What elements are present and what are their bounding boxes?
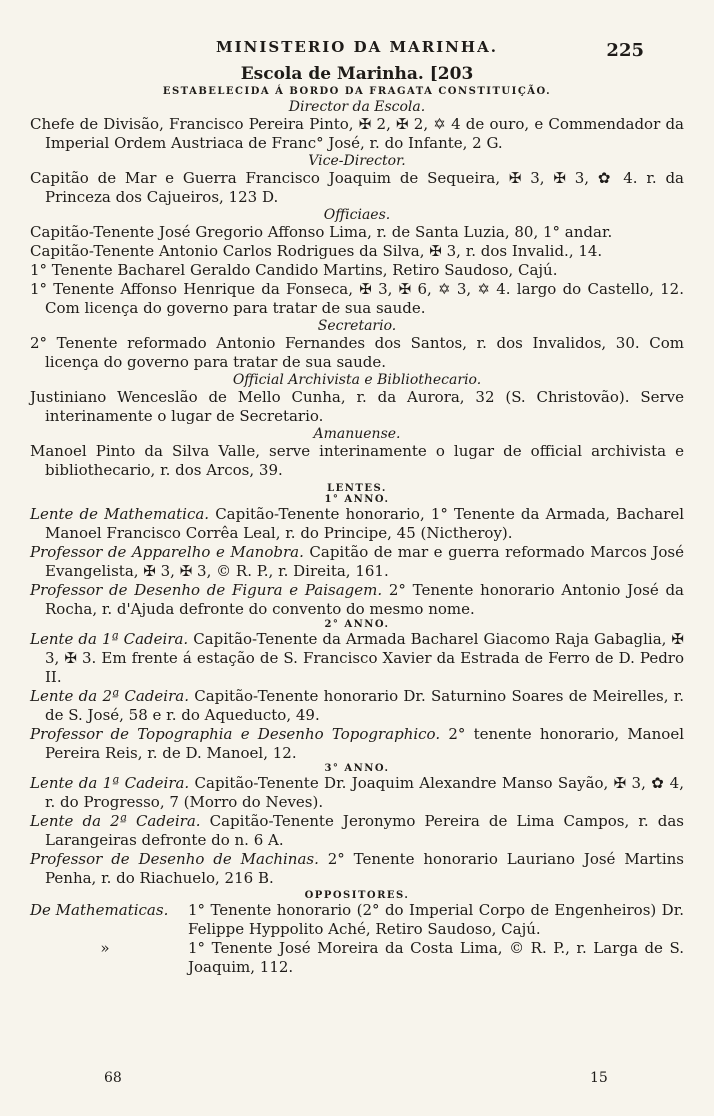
year1-entry <box>30 505 684 543</box>
entry-role: Lente da 1ª Cadeira. <box>30 774 190 792</box>
entry-role: Professor de Apparelho e Manobra. <box>30 543 304 561</box>
officer-entry: Capitão-Tenente José Gregorio Affonso Lima, r. de Santa Luzia, 80, 1° andar. <box>30 223 613 241</box>
entry-text: 1° Tenente honorario (2° do Imperial Corpo de Engenheiros) Dr. Felippe Hyppolito Aché, Retiro Saudoso, Cajú. <box>188 901 684 938</box>
oppositores-heading: OPPOSITORES. <box>304 890 410 901</box>
director-entry: Chefe de Divisão, Francisco Pereira Pinto, ✠ 2, ✠ 2, ✡ 4 de ouro, e Commendador da Imperial Ordem Austriaca de Franc° José, r. do Infante, 2 G. <box>30 115 684 152</box>
officer-entry: 1° Tenente Bacharel Geraldo Candido Martins, Retiro Saudoso, Cajú. <box>30 261 558 279</box>
entry-text: 2° Tenente honorario Lauriano José Martins Penha, r. do Riachuelo, 216 B. <box>45 850 684 887</box>
entry-role: Professor de Topographia e Desenho Topographico. <box>30 725 441 743</box>
amanuense-heading: Amanuense. <box>313 426 401 442</box>
content <box>30 64 684 977</box>
secretary-heading: Secretario. <box>317 318 397 334</box>
lentes-heading: LENTES. <box>327 483 387 494</box>
year2-entry <box>30 725 684 763</box>
officer-entry: Capitão-Tenente Antonio Carlos Rodrigues da Silva, ✠ 3, r. dos Invalid., 14. <box>30 242 603 260</box>
entry-role: Lente de Mathematica. <box>30 505 210 523</box>
entry-text: 1° Tenente José Moreira da Costa Lima, © R. P., r. Larga de S. Joaquim, 112. <box>188 939 684 976</box>
entry-text: 2° tenente honorario, Manoel Pereira Reis, r. de D. Manoel, 12. <box>45 725 684 762</box>
running-head: MINISTERIO DA MARINHA. <box>216 38 498 56</box>
section-title: Escola de Marinha. [203 <box>240 64 474 84</box>
year3-heading: 3° ANNO. <box>324 763 390 774</box>
entry-text: Capitão de mar e guerra reformado Marcos José Evangelista, ✠ 3, ✠ 3, © R. P., r. Direita, 161. <box>45 543 684 580</box>
entry-text: Capitão-Tenente Jeronymo Pereira de Lima Campos, r. das Larangeiras defronte do n. 6 A. <box>45 812 685 849</box>
oppositor-entry <box>30 901 684 939</box>
entry-role: Lente da 2ª Cadeira. <box>30 812 201 830</box>
archivist-entry: Justiniano Wenceslão de Mello Cunha, r. da Aurora, 32 (S. Christovão). Serve interinamente o lugar de Secretario. <box>30 388 684 425</box>
secretary-entry: 2° Tenente reformado Antonio Fernandes dos Santos, r. dos Invalidos, 30. Com licença do governo para tratar de sua saude. <box>30 334 684 371</box>
year2-entry <box>30 630 684 687</box>
entry-role: Professor de Desenho de Figura e Paisagem. <box>30 581 383 599</box>
footer-signature-right: 15 <box>590 1070 608 1086</box>
year3-entry <box>30 774 684 812</box>
entry-text: 2° Tenente honorario Antonio José da Rocha, r. d'Ajuda defronte do convento do mesmo nome. <box>45 581 684 618</box>
amanuense-entry: Manoel Pinto da Silva Valle, serve interinamente o lugar de official archivista e bibliothecario, r. dos Arcos, 39. <box>30 442 684 479</box>
section-subtitle: ESTABELECIDA Á BORDO DA FRAGATA CONSTITUIÇÃO. <box>162 86 552 97</box>
page-number: 225 <box>606 40 644 61</box>
entry-role: Professor de Desenho de Machinas. <box>30 850 319 868</box>
entry-text: Capitão-Tenente da Armada Bacharel Giacomo Raja Gabaglia, ✠ 3, ✠ 3. Em frente á estação de S. Francisco Xavier da Estrada de Ferro de D. Pedro II. <box>45 630 684 686</box>
entry-role: Lente da 1ª Cadeira. <box>30 630 189 648</box>
oppositor-entry <box>30 939 684 977</box>
officer-entry: 1° Tenente Affonso Henrique da Fonseca, ✠ 3, ✠ 6, ✡ 3, ✡ 4. largo do Castello, 12. Com licença do governo para tratar de sua saude. <box>30 280 684 317</box>
officers-heading: Officiaes. <box>323 207 391 223</box>
year3-entry <box>30 850 684 888</box>
vice-director-entry: Capitão de Mar e Guerra Francisco Joaquim de Sequeira, ✠ 3, ✠ 3, ✿ 4. r. da Princeza dos Cajueiros, 123 D. <box>30 169 684 206</box>
year1-entry <box>30 543 684 581</box>
year2-entry <box>30 687 684 725</box>
footer-signature-left: 68 <box>104 1070 122 1086</box>
entry-text: Capitão-Tenente Dr. Joaquim Alexandre Manso Sayão, ✠ 3, ✿ 4, r. do Progresso, 7 (Morro do Neves). <box>45 774 684 811</box>
entry-role: » <box>100 939 110 957</box>
entry-text: Capitão-Tenente honorario, 1° Tenente da Armada, Bacharel Manoel Francisco Corrêa Leal, r. do Principe, 45 (Nictheroy). <box>45 505 684 542</box>
entry-text: Capitão-Tenente honorario Dr. Saturnino Soares de Meirelles, r. de S. José, 58 e r. do Aqueducto, 49. <box>45 687 685 724</box>
vice-director-heading: Vice-Director. <box>308 153 406 169</box>
year2-heading: 2° ANNO. <box>324 619 390 630</box>
archivist-heading: Official Archivista e Bibliothecario. <box>232 372 482 388</box>
entry-role: Lente da 2ª Cadeira. <box>30 687 189 705</box>
year3-entry <box>30 812 684 850</box>
entry-role: De Mathematicas. <box>30 901 169 919</box>
director-heading: Director da Escola. <box>288 99 426 115</box>
year1-heading: 1° ANNO. <box>324 494 390 505</box>
year1-entry <box>30 581 684 619</box>
